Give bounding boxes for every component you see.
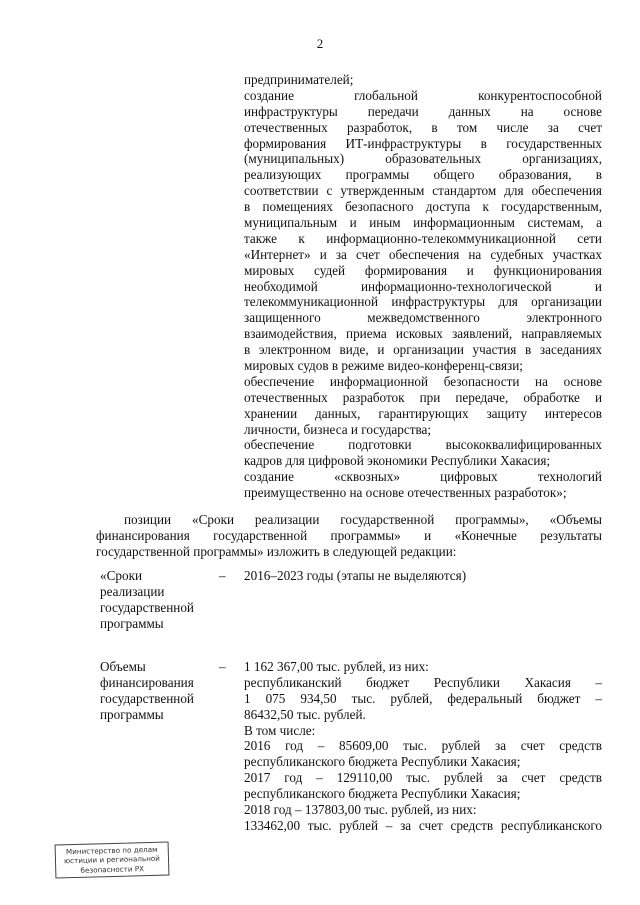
program-tasks-block [244, 72, 602, 501]
text-line: создание глобальной конкурентоспособной [244, 87, 602, 103]
label-line: программы [100, 616, 164, 631]
stamp-line: безопасности РХ [80, 863, 145, 875]
text-line: защищенного межведомственного электронного [244, 310, 602, 326]
label-line: «Сроки [100, 568, 143, 583]
value-line: 86432,50 тыс. рублей. [244, 706, 366, 722]
text-line: необходимой информационно-технологической и [244, 278, 602, 294]
text-line: обеспечение подготовки высококвалифицированных [244, 437, 602, 453]
text-line: взаимодействия, приема исковых заявлений, направляемых [244, 326, 602, 342]
value-line: 2017 год – 129110,00 тыс. рублей за счет средств [244, 770, 602, 786]
ministry-stamp [55, 842, 170, 879]
text-line: предпринимателей; [244, 72, 354, 87]
value-line: 1 162 367,00 тыс. рублей, из них: [244, 659, 429, 674]
text-line: отечественных разработок при передаче, обработке и [244, 389, 602, 405]
value-line: республиканский бюджет Республики Хакасия – [244, 674, 602, 690]
value-line: В том числе: [244, 722, 316, 738]
text-line: соответствии с утвержденным стандартом для обеспечения [244, 183, 602, 199]
text-line: мировых судей формирования и функционирования [244, 262, 602, 278]
amendment-paragraph [96, 512, 602, 560]
text-line: отечественных разработок, в том числе за счет [244, 119, 602, 135]
text-line: кадров для цифровой экономики Республики Хакасия; [244, 453, 551, 469]
value-line: 2016–2023 годы (этапы не выделяются) [244, 568, 467, 583]
paragraph-line: финансирования государственной программы» и «Конечные результаты [96, 528, 602, 543]
paragraph-line: государственной программы» изложить в следующей редакции: [96, 544, 457, 559]
stamp-line: юстиции и региональной [63, 854, 161, 866]
text-line: реализующих программы общего образования, в [244, 167, 602, 183]
label-line: финансирования [100, 675, 194, 690]
text-line: также к информационно-телекоммуникационной сети [244, 230, 602, 246]
section-label-funding [100, 659, 220, 723]
page-number: 2 [316, 36, 324, 51]
text-line: хранении данных, гарантирующих защиту интересов [244, 405, 602, 421]
text-line: обеспечение информационной безопасности на основе [244, 373, 602, 389]
label-line: государственной [100, 600, 194, 615]
label-line: Объемы [100, 659, 146, 674]
text-line: в помещениях безопасного доступа к государственным, [244, 199, 602, 215]
text-line: инфраструктуры передачи данных на основе [244, 103, 602, 119]
text-line: муниципальным и иным информационным системам, а [244, 215, 602, 231]
value-line: 1 075 934,50 тыс. рублей, федеральный бюджет – [244, 690, 602, 706]
section-label-terms [100, 568, 220, 632]
value-line: 2018 год – 137803,00 тыс. рублей, из них: [244, 802, 477, 818]
text-line: в электронном виде, и организации участия в заседаниях [244, 342, 602, 358]
value-line: 2016 год – 85609,00 тыс. рублей за счет средств [244, 738, 602, 754]
label-line: программы [100, 707, 164, 722]
text-line: формирования ИТ-инфраструктуры в государственных [244, 135, 602, 151]
label-line: реализации [100, 584, 165, 599]
text-line: преимущественно на основе отечественных разработок»; [244, 485, 567, 501]
text-line: создание «сквозных» цифровых технологий [244, 469, 602, 485]
section-value-funding [244, 659, 602, 834]
text-line: телекоммуникационной инфраструктуры для организации [244, 294, 602, 310]
section-value-terms [244, 568, 602, 584]
stamp-line: Министерство по делам [65, 844, 158, 857]
text-line: (муниципальных) образовательных организациях, [244, 151, 602, 167]
label-line: государственной [100, 691, 194, 706]
paragraph-line: позиции «Сроки реализации государственной программы», «Объемы [124, 512, 602, 527]
value-line: республиканского бюджета Республики Хакасия; [244, 754, 521, 770]
value-line: 133462,00 тыс. рублей – за счет средств республиканского [244, 817, 602, 833]
section-dash: – [219, 659, 226, 674]
value-line: республиканского бюджета Республики Хакасия; [244, 786, 521, 802]
text-line: личности, бизнеса и государства; [244, 421, 432, 437]
text-line: «Интернет» и за счет обеспечения на судебных участках [244, 246, 602, 262]
text-line: мировых судов в режиме видео-конференц-связи; [244, 358, 523, 374]
section-dash: – [219, 568, 226, 583]
